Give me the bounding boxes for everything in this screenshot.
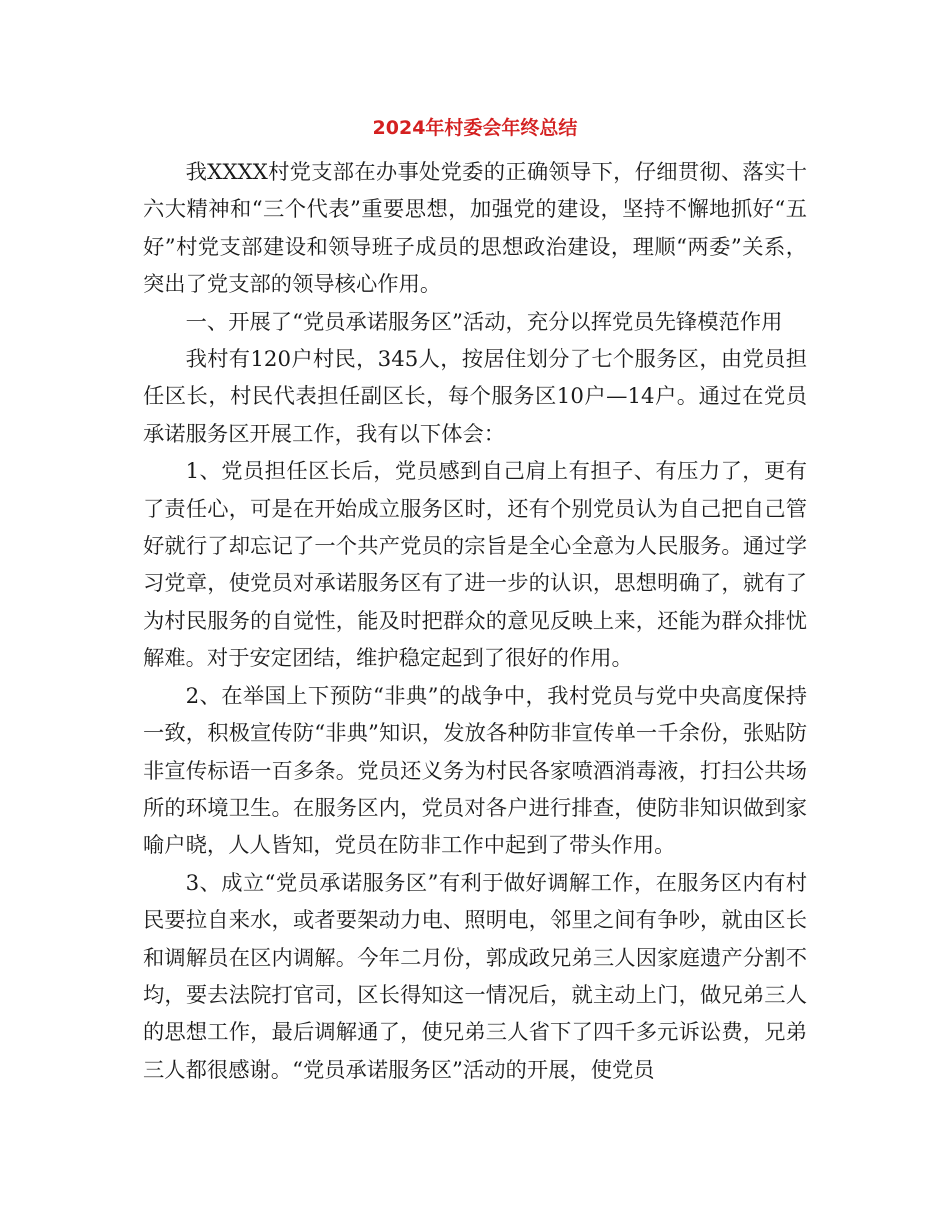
paragraph-section-heading: 一、开展了“党员承诺服务区”活动，充分以挥党员先锋模范作用 xyxy=(185,309,783,335)
paragraph-intro: 我XXXX村党支部在办事处党委的正确领导下，仔细贯彻、落实十六大精神和“三个代表”重要思想，加强党的建设，坚持不懈地抓好“五好”村党支部建设和领导班子成员的思想政治建设，理顺“两委”关系，突出了党支部的领导核心作用。 xyxy=(143,160,807,298)
document-title: 2024年村委会年终总结 xyxy=(372,117,578,139)
document-body xyxy=(143,154,807,1089)
paragraph-point-1: 1、党员担任区长后，党员感到自己肩上有担子、有压力了，更有了责任心，可是在开始成立服务区时，还有个别党员认为自己把自己管好就行了却忘记了一个共产党员的宗旨是全心全意为人民服务。通过学习党章，使党员对承诺服务区有了进一步的认识，思想明确了，就有了为村民服务的自觉性，能及时把群众的意见反映上来，还能为群众排忧解难。对于安定团结，维护稳定起到了很好的作用。 xyxy=(143,459,807,672)
paragraph-point-2: 2、在举国上下预防“非典”的战争中，我村党员与党中央高度保持一致，积极宣传防“非典”知识，发放各种防非宣传单一千余份，张贴防非宣传标语一百多条。党员还义务为村民各家喷酒消毒液，打扫公共场所的环境卫生。在服务区内，党员对各户进行排查，使防非知识做到家喻户晓，人人皆知，党员在防非工作中起到了带头作用。 xyxy=(143,683,807,859)
paragraph-village-overview: 我村有120户村民，345人，按居住划分了七个服务区，由党员担任区长，村民代表担任副区长，每个服务区10户—14户。通过在党员承诺服务区开展工作，我有以下体会： xyxy=(143,347,807,447)
paragraph-point-3: 3、成立“党员承诺服务区”有利于做好调解工作，在服务区内有村民要拉自来水，或者要架动力电、照明电，邻里之间有争吵，就由区长和调解员在区内调解。今年二月份，郭成政兄弟三人因家庭遗产分割不均，要去法院打官司，区长得知这一情况后，就主动上门，做兄弟三人的思想工作，最后调解通了，使兄弟三人省下了四千多元诉讼费，兄弟三人都很感谢。“党员承诺服务区”活动的开展，使党员 xyxy=(143,870,807,1083)
